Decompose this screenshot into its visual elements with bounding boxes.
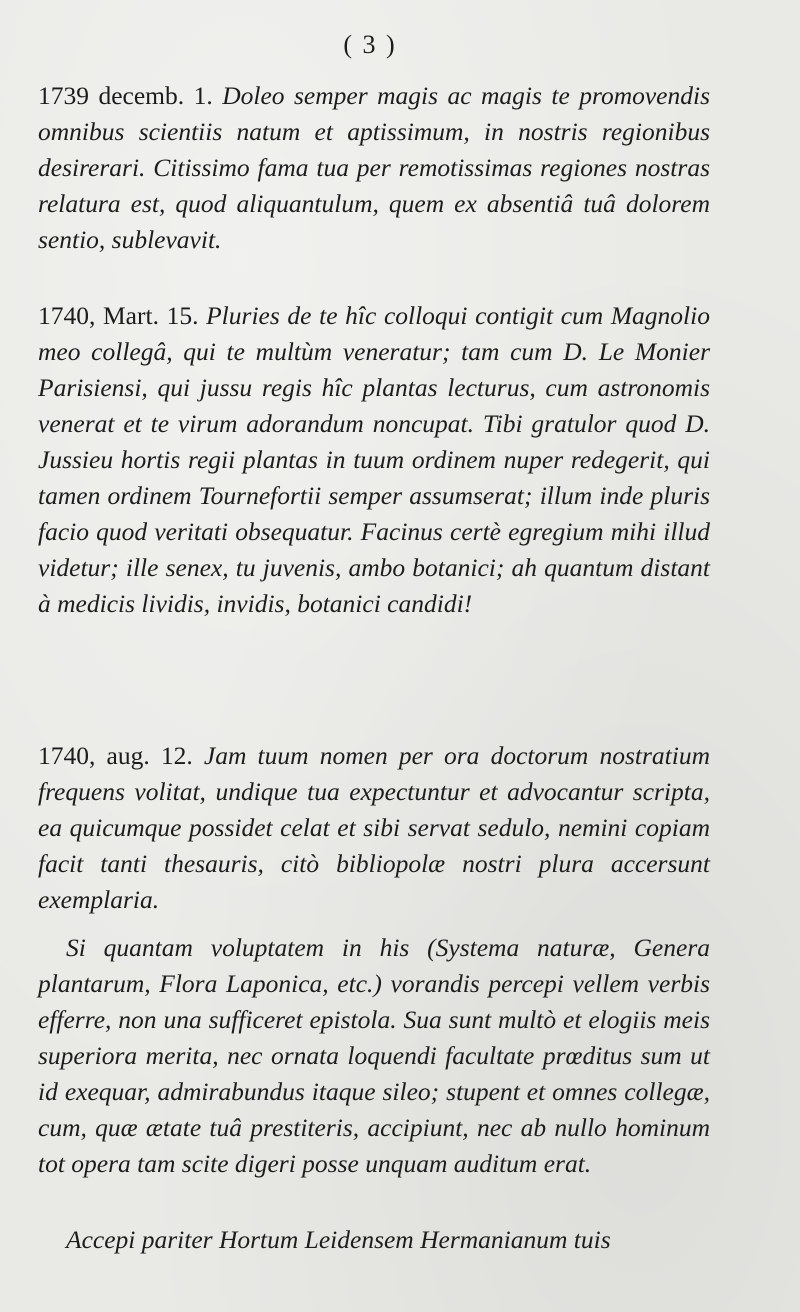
paragraph-3 bbox=[38, 738, 710, 918]
paragraph-2-date: 1740, Mart. 15. bbox=[38, 301, 199, 330]
paragraph-4 bbox=[38, 930, 710, 1182]
paragraph-1-date: 1739 decemb. 1. bbox=[38, 81, 213, 110]
page-number: ( 3 ) bbox=[343, 30, 397, 59]
paragraph-2 bbox=[38, 298, 710, 622]
paragraph-3-text: Jam tuum nomen per ora doctorum nostratium frequens volitat, undique tua expectuntur et advocantur scripta, ea quicumque possidet celat et sibi servat sedulo, nemini copiam facit tanti thesauris, citò bibliopolæ nostri plura accersunt exemplaria. bbox=[38, 741, 710, 914]
paragraph-5-text: Accepi pariter Hortum Leidensem Hermanianum tuis bbox=[66, 1225, 611, 1254]
paragraph-5 bbox=[38, 1222, 710, 1258]
paragraph-3-date: 1740, aug. 12. bbox=[38, 741, 193, 770]
paragraph-4-text: Si quantam voluptatem in his (Systema naturæ, Genera plantarum, Flora Laponica, etc.) vorandis percepi vellem verbis efferre, non una sufficeret epistola. Sua sunt multò et elogiis meis superiora merita, nec ornata loquendi facultate prœditus sum ut id exequar, admirabundus itaque sileo; stupent et omnes collegæ, cum, quæ ætate tuâ prestiteris, accipiunt, nec ab nullo hominum tot opera tam scite digeri posse unquam auditum erat. bbox=[38, 933, 710, 1178]
paragraph-1-text: Doleo semper magis ac magis te promovendis omnibus scientiis natum et aptissimum, in nostris regionibus desirerari. Citissimo fama tua per remotissimas regiones nostras relatura est, quod aliquantulum, quem ex absentiâ tuâ dolorem sentio, sublevavit. bbox=[38, 81, 711, 254]
paragraph-2-text: Pluries de te hîc colloqui contigit cum Magnolio meo collegâ, qui te multùm veneratur; tam cum D. Le Monier Parisiensi, qui jussu regis hîc plantas lecturus, cum astronomis venerat et te virum adorandum noncupat. Tibi gratulor quod D. Jussieu hortis regii plantas in tuum ordinem nuper redegerit, qui tamen ordinem Tournefortii semper assumserat; illum inde pluris facio quod veritati obsequatur. Facinus certè egregium mihi illud videtur; ille senex, tu juvenis, ambo botanici; ah quantum distant à medicis lividis, invidis, botanici candidi! bbox=[38, 301, 710, 618]
paragraph-1 bbox=[38, 78, 710, 258]
